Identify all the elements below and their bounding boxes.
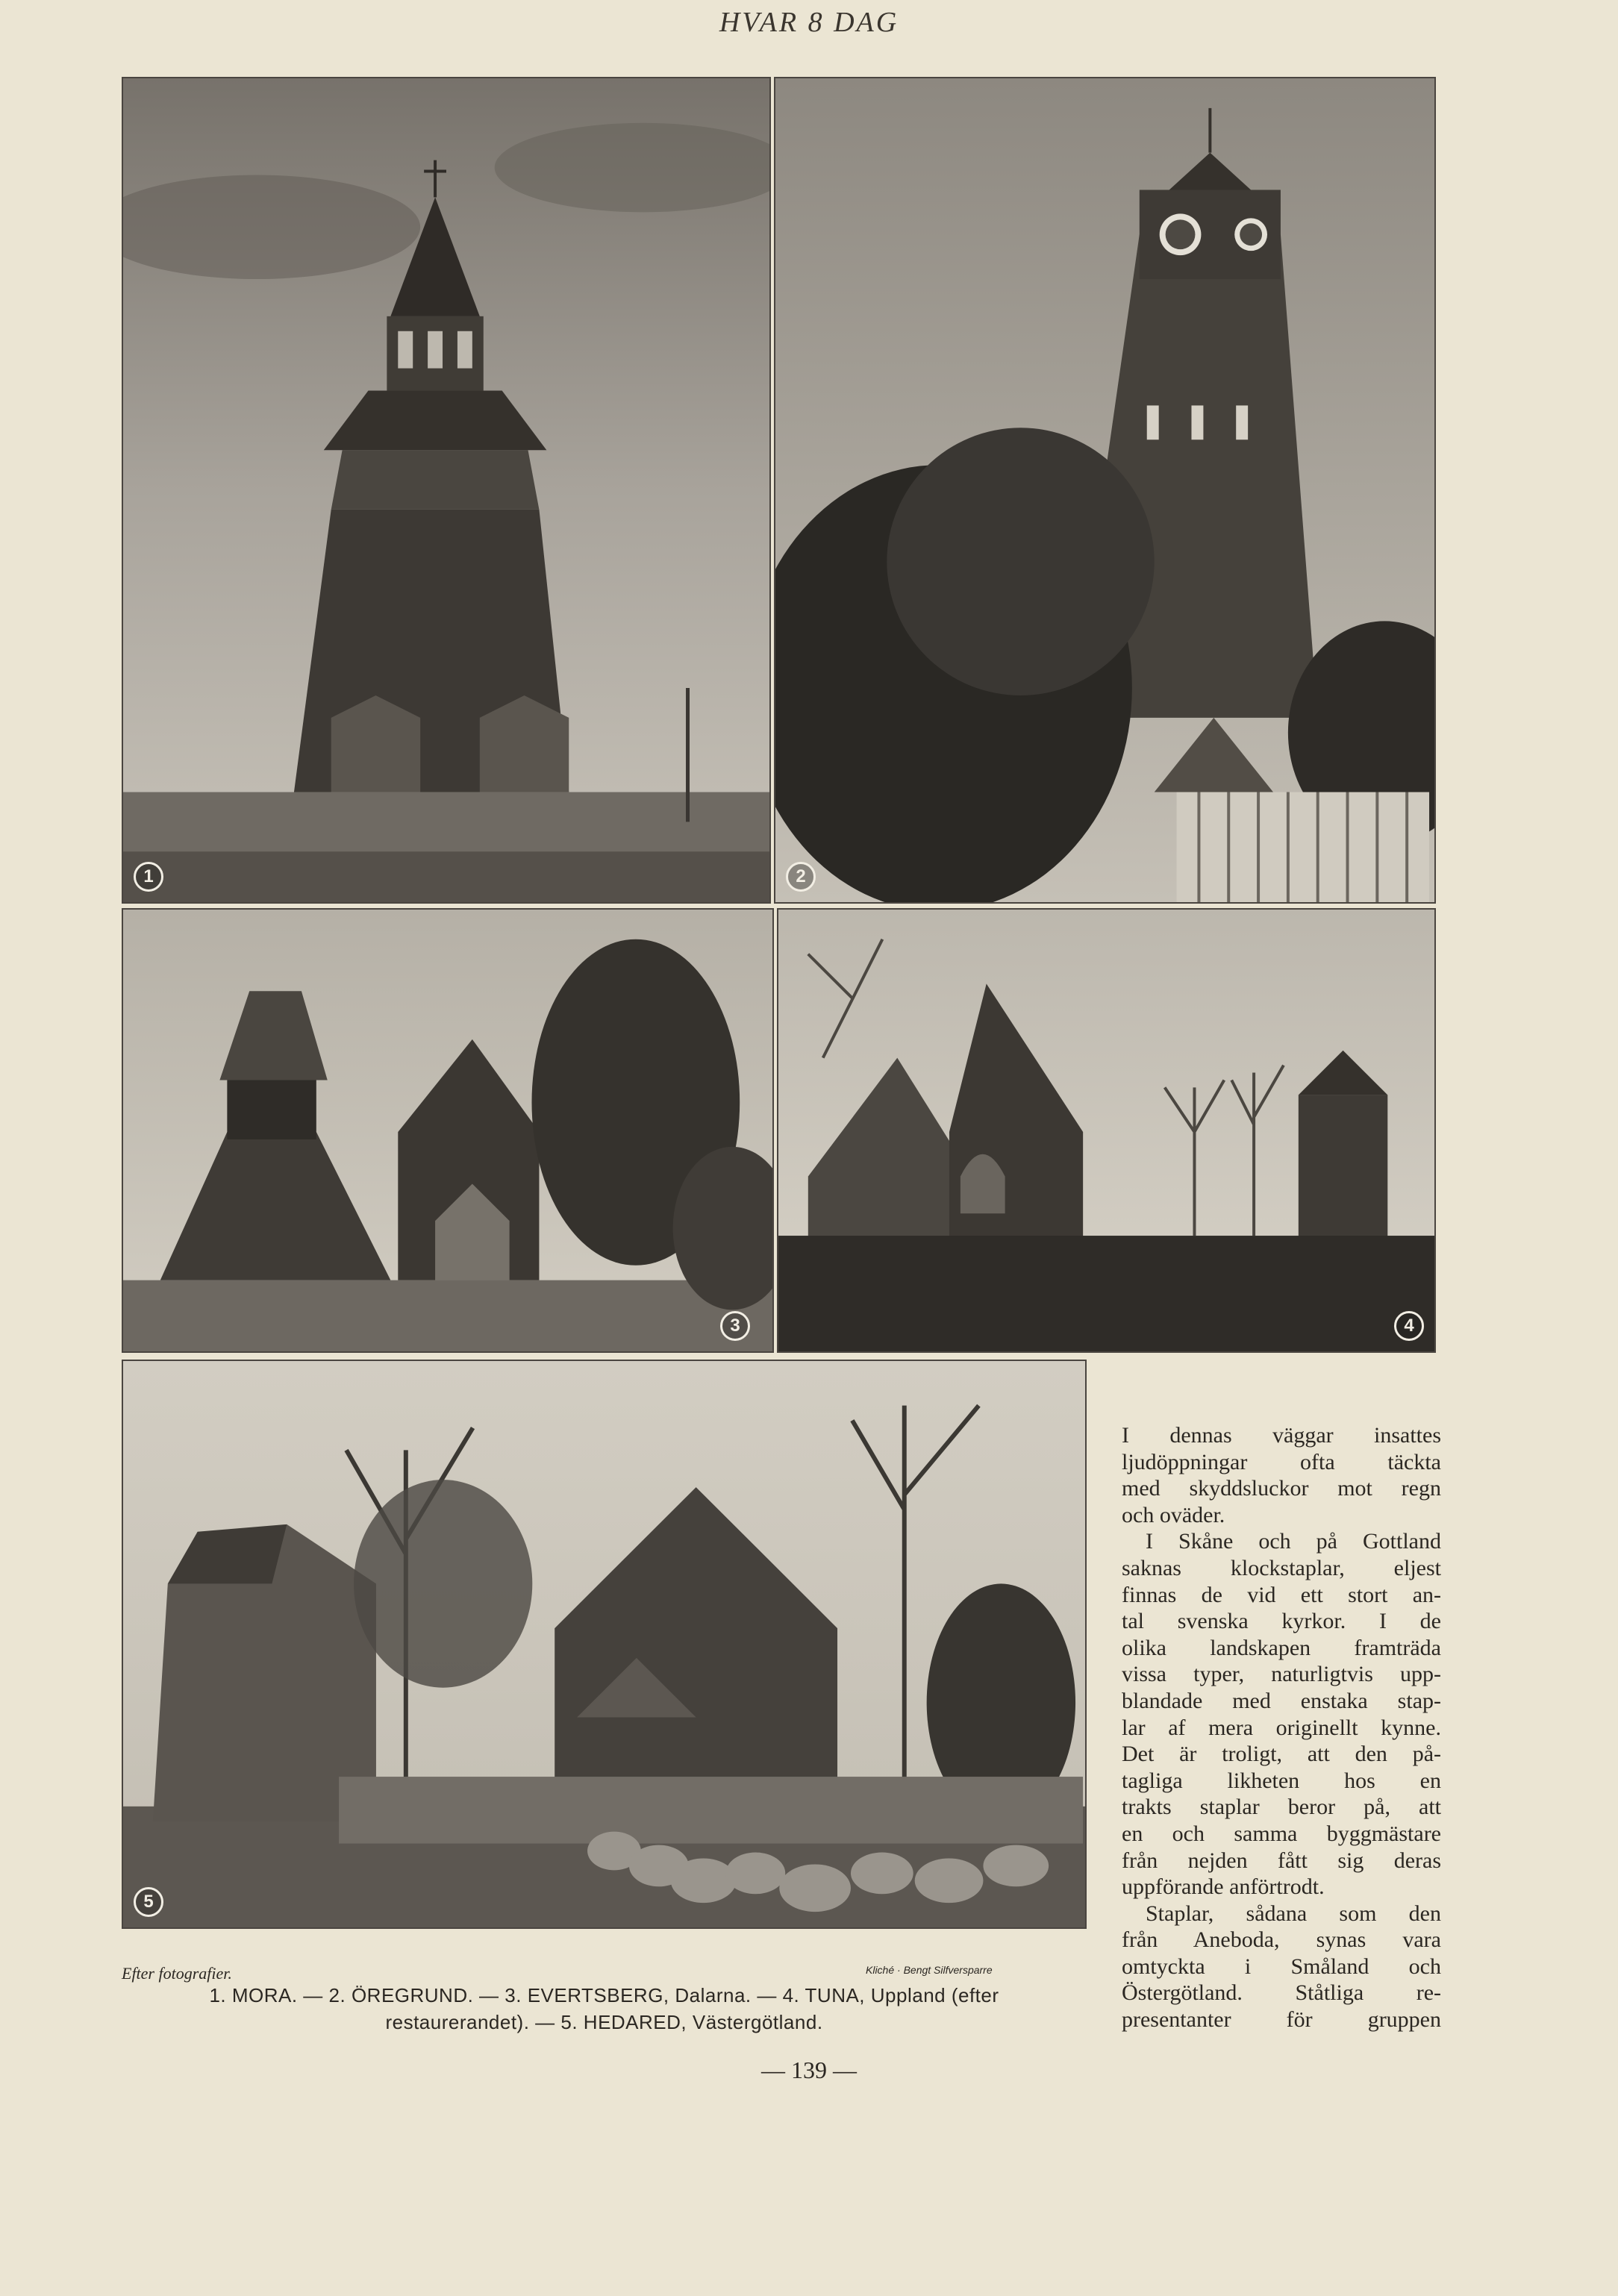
page-header: HVAR 8 DAG <box>719 7 899 38</box>
photo-number-badge: 2 <box>786 862 816 892</box>
photo-credit: Efter fotografier. <box>122 1964 232 1983</box>
photo-number-badge: 3 <box>720 1311 750 1341</box>
photo-number-badge: 5 <box>134 1887 163 1917</box>
engraving-credit: Kliché · Bengt Silfversparre <box>866 1964 993 1976</box>
page-number: — 139 — <box>761 2056 857 2083</box>
text-line: trakts staplar beror på, att <box>1122 1795 1441 1820</box>
text-line: och oväder. <box>1122 1502 1225 1527</box>
photo-hedared-church <box>122 1360 1087 1929</box>
photo-mora-bell-tower <box>122 77 771 904</box>
photo-evertsberg-church <box>122 908 774 1353</box>
text-line: från nejden fått sig deras <box>1122 1848 1441 1873</box>
text-line: Det är troligt, att den på- <box>1122 1742 1441 1767</box>
photo-number-badge: 1 <box>134 862 163 892</box>
photo-oregrund-bell-tower <box>774 77 1436 904</box>
photo-tuna-church <box>777 908 1436 1353</box>
text-line: I dennas väggar insattes <box>1122 1423 1441 1448</box>
article-text <box>1122 1422 1441 2033</box>
text-line: tal svenska kyrkor. I de <box>1122 1609 1441 1634</box>
text-line: ljudöppningar ofta täckta <box>1122 1449 1441 1474</box>
text-line: vissa typer, naturligtvis upp- <box>1122 1662 1441 1687</box>
text-line: blandade med enstaka stap- <box>1122 1688 1441 1713</box>
text-line: med skyddsluckor mot regn <box>1122 1476 1441 1501</box>
text-line: finnas de vid ett stort an- <box>1122 1582 1441 1607</box>
caption-line: 1. MORA. — 2. ÖREGRUND. — 3. EVERTSBERG, Dalarna. — 4. TUNA, Uppland (efter <box>209 1984 999 2006</box>
text-line: lar af mera originellt kynne. <box>1122 1715 1441 1740</box>
text-line: olika landskapen framträda <box>1122 1635 1441 1660</box>
text-line: Staplar, sådana som den <box>1146 1901 1441 1926</box>
text-line: Östergötland. Ståtliga re- <box>1122 1980 1441 2006</box>
text-line: från Aneboda, synas vara <box>1122 1927 1441 1953</box>
text-line: uppförande anförtrodt. <box>1122 1874 1325 1900</box>
figure-caption <box>122 1982 1087 2036</box>
caption-line: restaurerandet). — 5. HEDARED, Västergötland. <box>385 2011 823 2033</box>
text-line: tagliga likheten hos en <box>1122 1768 1441 1793</box>
text-line: presentanter för gruppen <box>1122 2007 1441 2033</box>
text-line: en och samma byggmästare <box>1122 1821 1441 1846</box>
text-line: I Skåne och på Gottland <box>1146 1529 1441 1554</box>
photo-number-badge: 4 <box>1394 1311 1424 1341</box>
text-line: omtyckta i Småland och <box>1122 1954 1441 1979</box>
text-line: saknas klockstaplar, eljest <box>1122 1555 1441 1580</box>
